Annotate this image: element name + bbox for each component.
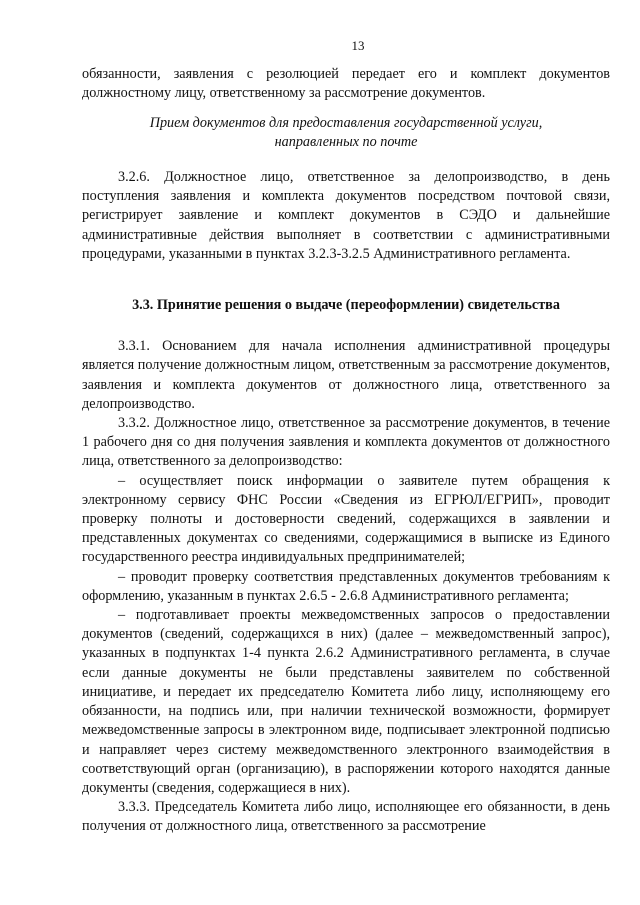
paragraph-3-3-1: 3.3.1. Основанием для начала исполнения административной процедуры является получение должностным лицом, ответственным за рассмотрение документов, заявления и комплекта документов от должностного лица, ответственного за делопроизводство. — [82, 338, 610, 412]
list-item-prepare-requests: – подготавливает проекты межведомственных запросов о предоставлении документов (сведений, содержащихся в них) (далее – межведомственный запрос), указанных в подпунктах 1-4 пункта 2.6.2 Административного регламента, в случае если данные документы не были представлены заявителем по собственной инициативе, и передает их председателю Комитета либо лицу, исполняющему его обязанности, на подпись или, при наличии технической возможности, формирует межведомственные запросы в электронном виде, подписывает электронной подписью и направляет через систему межведомственного электронного взаимодействия в соответствующий орган (организацию), в распоряжении которого находятся данные документы (сведения, содержащиеся в них). — [82, 607, 610, 796]
caption-line-2: направленных по почте — [274, 133, 418, 150]
paragraph-3-3-2: 3.3.2. Должностное лицо, ответственное за рассмотрение документов, в течение 1 рабочего дня со дня получения заявления и комплекта документов от должностного лица, ответственного за делопроизводство: — [82, 415, 610, 470]
list-item-check-documents: – проводит проверку соответствия представленных документов требованиям к оформлению, указанным в пунктах 2.6.5 - 2.6.8 Административного регламента; — [82, 568, 610, 604]
section-caption — [82, 114, 610, 152]
paragraph-continued: обязанности, заявления с резолюцией передает его и комплект документов должностному лицу, ответственному за рассмотрение документов. — [82, 66, 610, 102]
list-item-search-info: – осуществляет поиск информации о заявителе путем обращения к электронному сервису ФНС России «Сведения из ЕГРЮЛ/ЕГРИП», проводит проверку полноты и достоверности сведений, содержащихся в заявлении и представленных документах со сведениями, содержащимися в выписке из Единого государственного реестра индивидуальных предпринимателей; — [82, 472, 610, 566]
paragraph-3-2-6: 3.2.6. Должностное лицо, ответственное за делопроизводство, в день поступления заявления и комплекта документов посредством почтовой связи, регистрирует заявление и комплект документов в СЭДО и дальнейшие административные действия выполняет в соответствии с административными процедурами, указанными в пунктах 3.2.3-3.2.5 Административного регламента. — [82, 169, 610, 262]
paragraph-3-3-3: 3.3.3. Председатель Комитета либо лицо, исполняющее его обязанности, в день получения от должностного лица, ответственного за рассмотрение — [82, 799, 610, 835]
caption-line-1: Прием документов для предоставления государственной услуги, — [149, 114, 543, 131]
section-heading-3-3: 3.3. Принятие решения о выдаче (переоформлении) свидетельства — [132, 297, 560, 314]
page-number: 13 — [351, 38, 365, 53]
